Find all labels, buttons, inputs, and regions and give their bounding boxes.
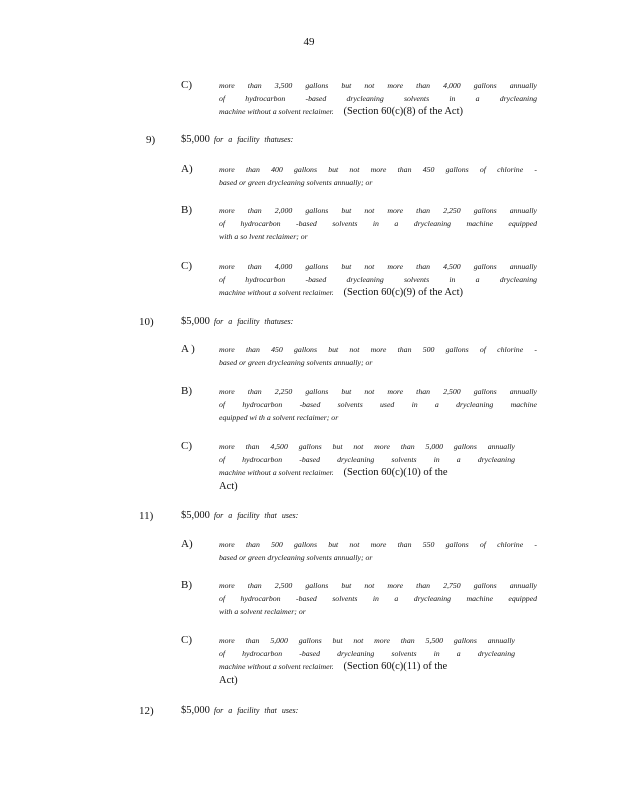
item8-sub-c-text [219, 79, 537, 119]
text-line: of hydrocarbon -based solvents in a drycleaning machine equipped [219, 219, 537, 229]
text-line: of hydrocarbon -based drycleaning solvents in a drycleaning [219, 455, 515, 465]
text-line: based or green drycleaning solvents annually; or [219, 358, 373, 368]
item12-number: 12) [139, 705, 154, 717]
item9-heading [181, 134, 293, 145]
item11-sub-c-letter: C) [181, 634, 192, 646]
section-reference: (Section 60(c)(10) of the [343, 467, 448, 479]
item9-sub-b-letter: B) [181, 204, 192, 216]
item9-sub-a-text [219, 163, 537, 189]
item9-number: 9) [146, 134, 156, 146]
item9-sub-c-letter: C) [181, 260, 192, 272]
text-line-content: machine without a solvent reclaimer. [219, 288, 334, 298]
item-lead: for a facility thatuses: [213, 317, 294, 326]
section-reference: (Section 60(c)(11) of the [343, 661, 448, 673]
text-line [219, 660, 515, 673]
section-reference: (Section 60(c)(9) of the Act) [343, 287, 463, 299]
text-line: more than 5,000 gallons but not more than 5,500 gallons annually [219, 636, 515, 645]
text-line: more than 2,250 gallons but not more than 2,500 gallons annually [219, 387, 537, 396]
text-line: with a so lvent reclaimer; or [219, 232, 308, 242]
item11-sub-a-letter: A) [181, 538, 193, 550]
text-line [219, 466, 515, 479]
item11-sub-b-text [219, 579, 537, 619]
text-line [219, 480, 515, 493]
item11-sub-b-letter: B) [181, 579, 192, 591]
text-line [219, 674, 515, 687]
text-line: more than 500 gallons but not more than 550 gallons of chlorine - [219, 540, 537, 549]
item-lead: for a facility that uses: [213, 511, 299, 520]
text-line [219, 286, 537, 299]
fee-amount: $5,000 [181, 134, 210, 145]
item10-sub-c-text [219, 440, 515, 493]
item10-sub-b-text [219, 385, 537, 425]
item10-sub-c-letter: C) [181, 440, 192, 452]
text-line-content: machine without a solvent reclaimer. [219, 662, 334, 672]
item10-sub-a-letter: A ) [181, 343, 195, 355]
text-line: with a solvent reclaimer; or [219, 607, 306, 617]
text-line-content: machine without a solvent reclaimer. [219, 468, 334, 478]
text-line: of hydrocarbon -based drycleaning solvents in a drycleaning [219, 275, 537, 285]
item9-sub-c-text [219, 260, 537, 300]
item8-sub-c-letter: C) [181, 79, 192, 91]
text-line: of hydrocarbon -based solvents in a drycleaning machine equipped [219, 594, 537, 604]
text-line: of hydrocarbon -based solvents used in a drycleaning machine [219, 400, 537, 410]
item11-heading [181, 510, 298, 521]
text-line: of hydrocarbon -based drycleaning solvents in a drycleaning [219, 649, 515, 659]
text-line: based or green drycleaning solvents annually; or [219, 553, 373, 563]
text-line: more than 4,000 gallons but not more than 4,500 gallons annually [219, 262, 537, 271]
item11-sub-a-text [219, 538, 537, 564]
page-number: 49 [303, 36, 315, 48]
item10-heading [181, 316, 293, 327]
item-lead: for a facility thatuses: [213, 135, 294, 144]
text-line [219, 105, 537, 118]
item-lead: for a facility that uses: [213, 706, 299, 715]
text-line: equipped wi th a solvent reclaimer; or [219, 413, 339, 423]
section-reference-end: Act) [219, 480, 238, 492]
item10-sub-b-letter: B) [181, 385, 192, 397]
section-reference-end: Act) [219, 674, 238, 686]
item9-sub-a-letter: A) [181, 163, 193, 175]
text-line: more than 2,000 gallons but not more than 2,250 gallons annually [219, 206, 537, 215]
item12-heading [181, 705, 298, 716]
fee-amount: $5,000 [181, 705, 210, 716]
item11-number: 11) [139, 510, 154, 522]
text-line: more than 2,500 gallons but not more than 2,750 gallons annually [219, 581, 537, 590]
text-line: more than 400 gallons but not more than 450 gallons of chlorine - [219, 165, 537, 174]
text-line-content: machine without a solvent reclaimer. [219, 107, 334, 117]
item10-sub-a-text [219, 343, 537, 369]
fee-amount: $5,000 [181, 316, 210, 327]
item11-sub-c-text [219, 634, 515, 687]
item10-number: 10) [139, 316, 154, 328]
text-line: based or green drycleaning solvents annually; or [219, 178, 373, 188]
text-line: more than 3,500 gallons but not more than 4,000 gallons annually [219, 81, 537, 90]
item9-sub-b-text [219, 204, 537, 244]
text-line: more than 4,500 gallons but not more than 5,000 gallons annually [219, 442, 515, 451]
fee-amount: $5,000 [181, 510, 210, 521]
text-line: of hydrocarbon -based drycleaning solvents in a drycleaning [219, 94, 537, 104]
text-line: more than 450 gallons but not more than 500 gallons of chlorine - [219, 345, 537, 354]
section-reference: (Section 60(c)(8) of the Act) [343, 106, 463, 118]
